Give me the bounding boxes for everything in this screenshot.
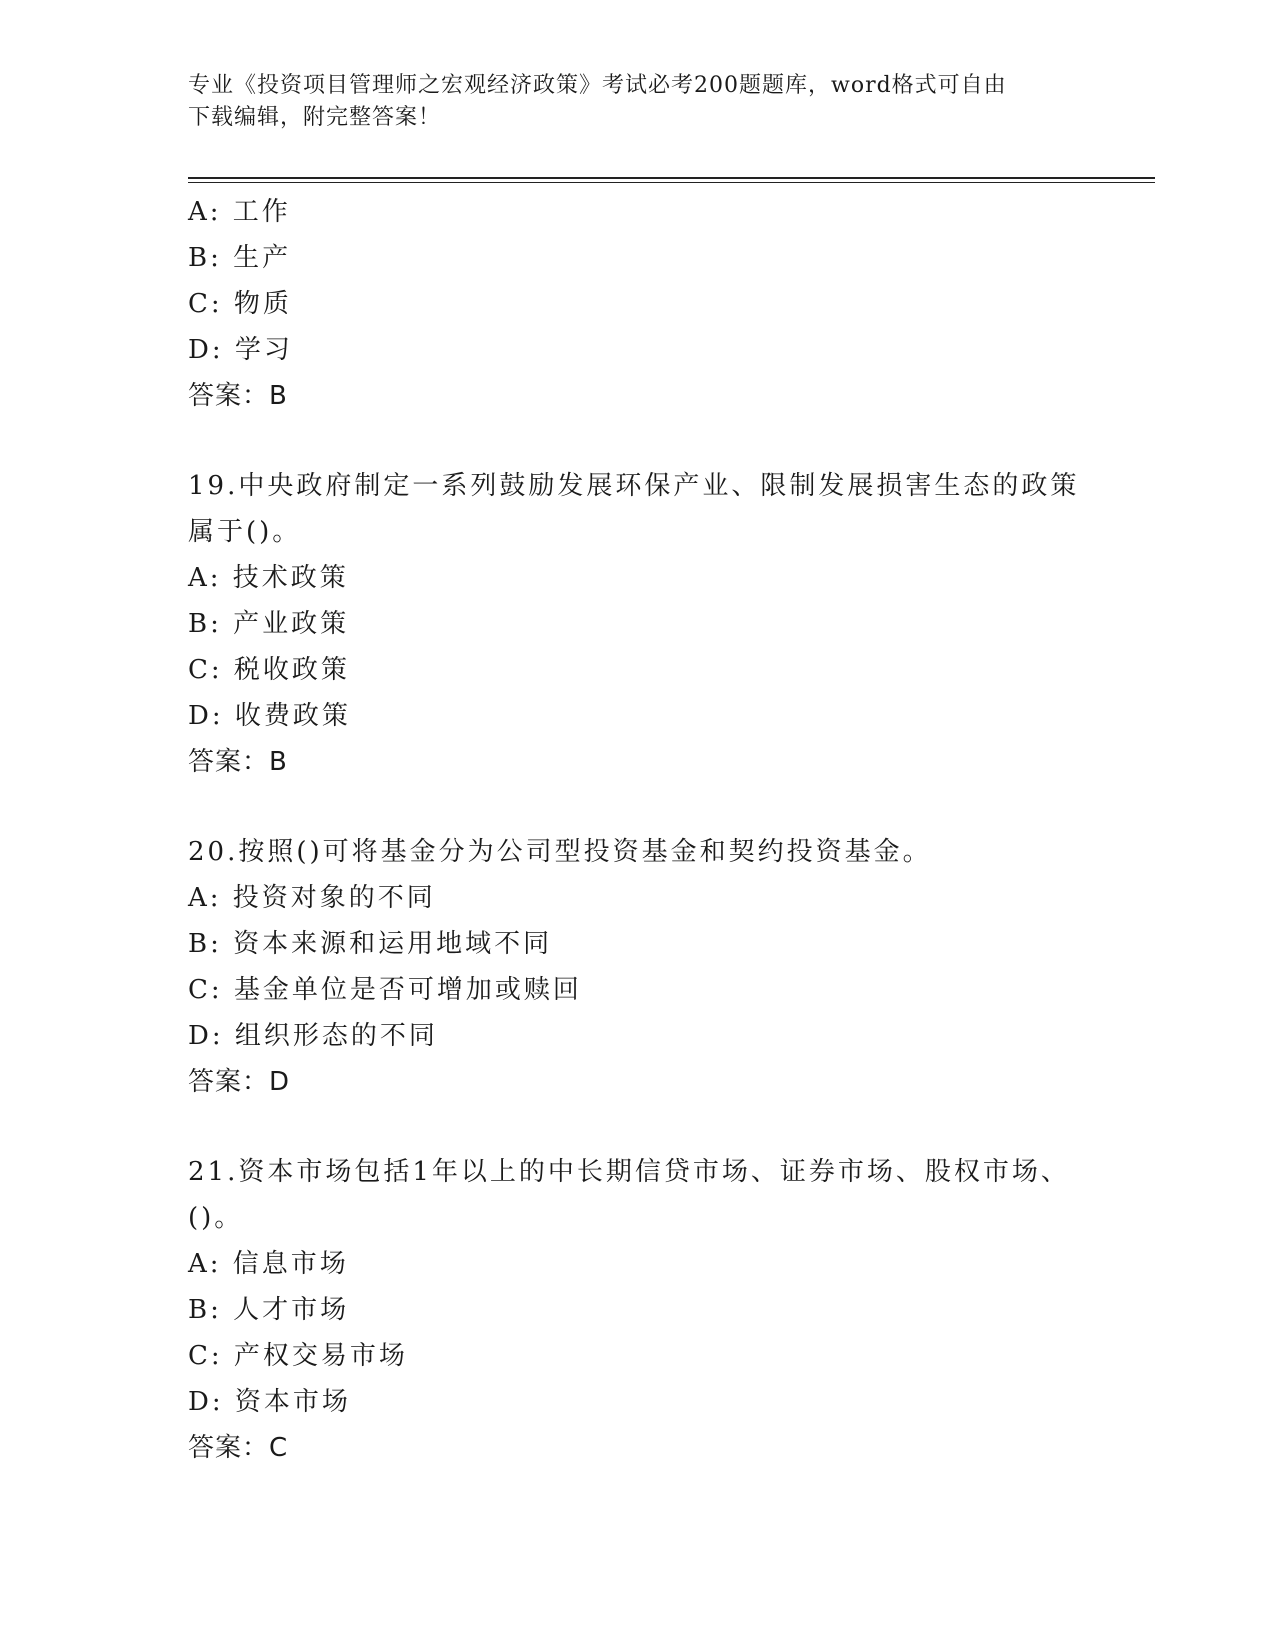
header-line-2: 下载编辑，附完整答案！ [188,105,442,130]
option-a: A: 技术政策 [188,563,349,593]
option-d: D: 学习 [188,335,293,365]
question-list [188,189,1088,1471]
option-b: B: 人才市场 [188,1295,350,1325]
option-a: A: 投资对象的不同 [188,883,436,913]
answer-line: 答案：B [188,381,288,411]
option-c: C: 产权交易市场 [188,1341,408,1371]
question-text-line: ()。 [188,1203,244,1233]
option-b: B: 资本来源和运用地域不同 [188,929,553,959]
option-c: C: 基金单位是否可增加或赎回 [188,975,582,1005]
option-d: D: 收费政策 [188,701,351,731]
question-19 [188,463,1088,785]
question-21 [188,1149,1088,1471]
option-c: C: 物质 [188,289,292,319]
option-d: D: 资本市场 [188,1387,351,1417]
header-divider [188,177,1155,183]
question-text-line: 20.按照()可将基金分为公司型投资基金和契约投资基金。 [188,837,932,867]
question-20 [188,829,1088,1105]
option-a: A: 信息市场 [188,1249,349,1279]
answer-line: 答案：D [188,1067,291,1097]
option-c: C: 税收政策 [188,655,350,685]
option-a: A: 工作 [188,197,291,227]
answer-line: 答案：B [188,747,288,777]
question-text-line: 属于()。 [188,517,302,547]
document-header [188,70,1088,134]
question-text-line: 19.中央政府制定一系列鼓励发展环保产业、限制发展损害生态的政策 [188,471,1080,501]
option-d: D: 组织形态的不同 [188,1021,438,1051]
question-fragment [188,189,1088,419]
question-text-line: 21.资本市场包括1年以上的中长期信贷市场、证券市场、股权市场、 [188,1157,1070,1187]
header-line-1: 专业《投资项目管理师之宏观经济政策》考试必考200题题库，word格式可自由 [188,73,1007,98]
answer-line: 答案：C [188,1433,289,1463]
option-b: B: 生产 [188,243,292,273]
option-b: B: 产业政策 [188,609,350,639]
